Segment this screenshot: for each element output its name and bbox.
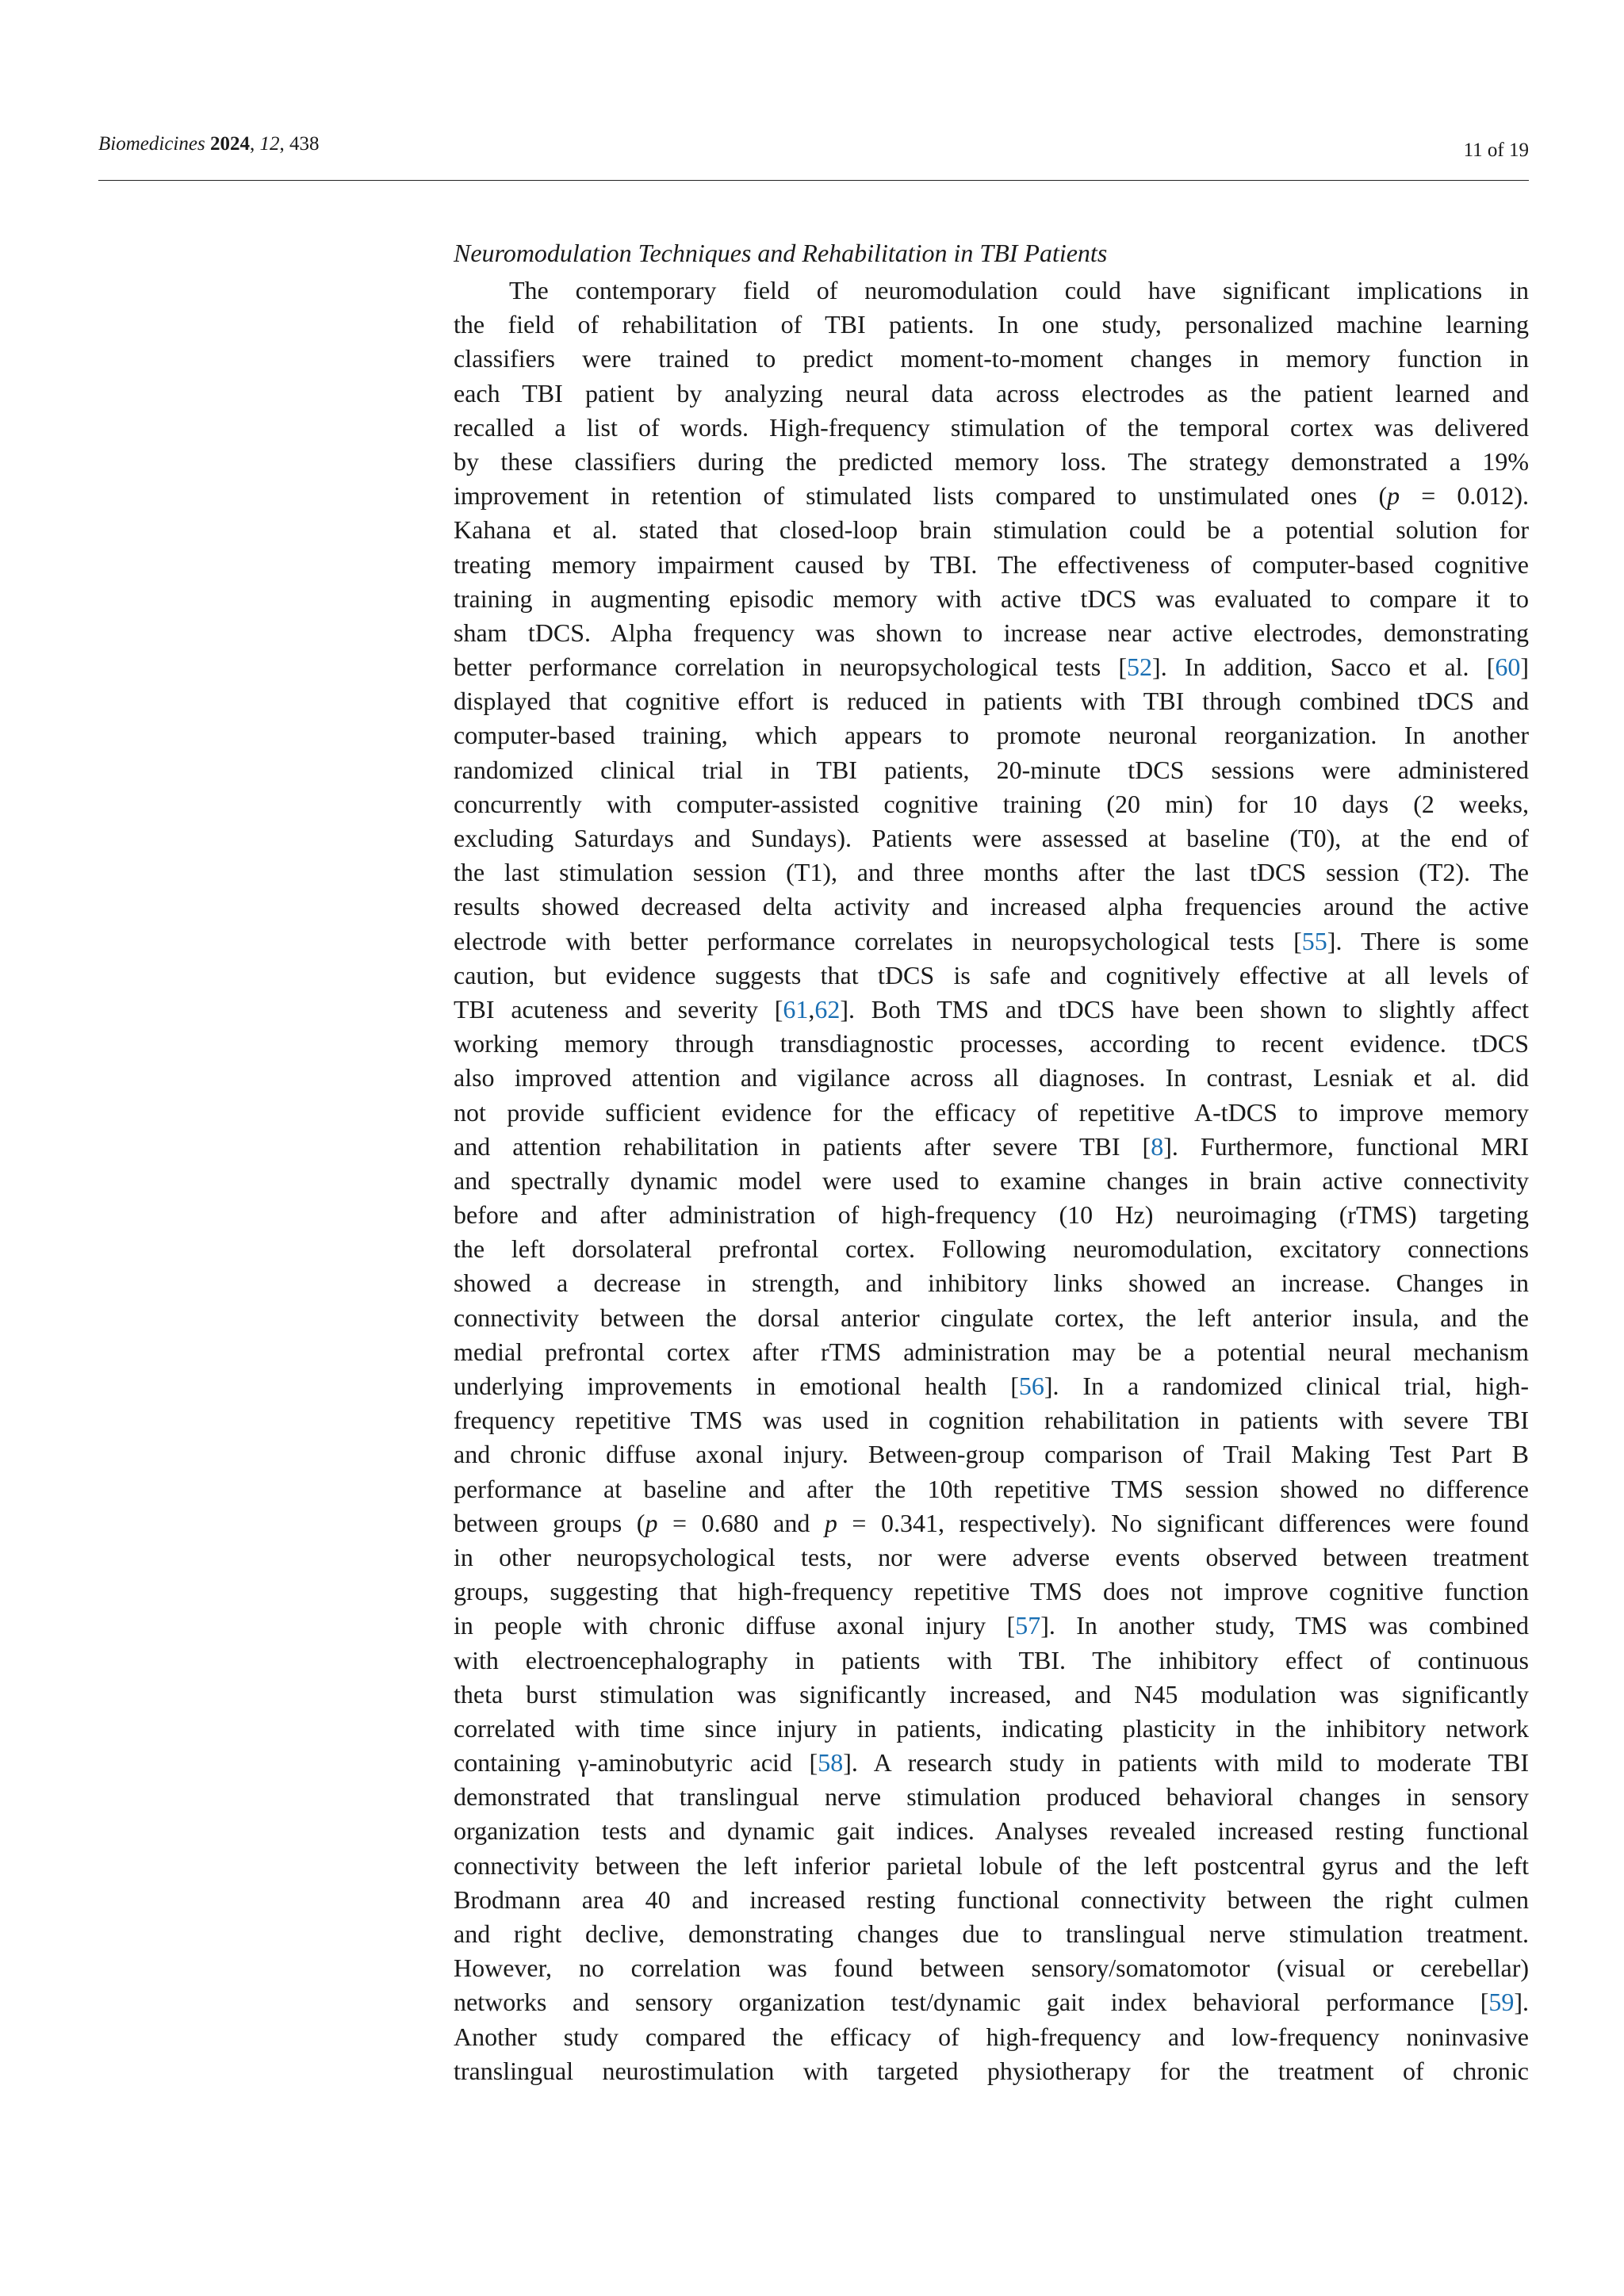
- text-line: [454, 1917, 1529, 1951]
- text-run: demonstrated that translingual nerve stimulation produced behavioral changes in sensory: [454, 1782, 1529, 1812]
- text-line: [454, 308, 1529, 342]
- text-line: [454, 1746, 1529, 1780]
- text-run: and spectrally dynamic model were used to examine changes in brain active connectivity: [454, 1165, 1529, 1195]
- body-paragraph: [454, 274, 1529, 2088]
- text-run: groups, suggesting that high-frequency repetitive TMS does not improve cognitive function: [454, 1577, 1529, 1606]
- text-run: performance at baseline and after the 10th repetitive TMS session showed no difference: [454, 1474, 1529, 1503]
- text-line: [454, 513, 1529, 547]
- text-line: [454, 684, 1529, 718]
- text-line: [454, 1575, 1529, 1609]
- text-line: [454, 1472, 1529, 1506]
- text-run: ]. Both TMS and tDCS have been shown to slightly affect: [840, 994, 1529, 1024]
- text-line: [454, 1985, 1529, 2019]
- text-run: ]: [1520, 652, 1530, 682]
- citation-link[interactable]: 59: [1488, 1988, 1515, 2017]
- text-line: [454, 1130, 1529, 1164]
- citation-link[interactable]: 58: [818, 1748, 844, 1777]
- text-line: [454, 1266, 1529, 1300]
- journal-year: 2024: [209, 133, 250, 155]
- text-run: ]. In a randomized clinical trial, high-: [1044, 1372, 1530, 1400]
- text-run: = 0.012).: [1400, 481, 1530, 511]
- text-run: each TBI patient by analyzing neural data across electrodes as the patient learned and: [454, 378, 1529, 408]
- text-run: ,: [808, 994, 815, 1024]
- text-line: [454, 1644, 1529, 1678]
- text-run: TBI acuteness and severity [: [454, 994, 783, 1024]
- text-run: showed a decrease in strength, and inhibitory links showed an increase. Changes in: [454, 1269, 1529, 1298]
- text-line: [454, 1712, 1529, 1746]
- text-line: [454, 1506, 1529, 1540]
- text-run: electrode with better performance correlates in neuropsychological tests [: [454, 926, 1302, 955]
- text-run: theta burst stimulation was significantly increased, and N45 modulation was significantly: [454, 1679, 1529, 1709]
- text-line: [454, 753, 1529, 787]
- text-line: [454, 445, 1529, 479]
- journal-citation: Biomedicines 2024, 12, 438: [98, 133, 320, 155]
- text-run: ]. A research study in patients with mild to moderate TBI: [843, 1748, 1530, 1777]
- text-line: [454, 2020, 1529, 2054]
- text-line: [454, 993, 1529, 1027]
- citation-link[interactable]: 52: [1127, 652, 1153, 682]
- text-run: in other neuropsychological tests, nor were adverse events observed between treatment: [454, 1542, 1529, 1571]
- text-line: [454, 1540, 1529, 1575]
- text-run: Another study compared the efficacy of high-frequency and low-frequency noninvasive: [454, 2022, 1529, 2051]
- text-run: ]. In addition, Sacco et al. [: [1152, 652, 1496, 682]
- text-line: [454, 924, 1529, 959]
- text-run: = 0.680 and: [657, 1508, 825, 1537]
- text-run: classifiers were trained to predict moment-to-moment changes in memory function in: [454, 344, 1529, 373]
- text-line: [454, 1027, 1529, 1061]
- text-line: [454, 1849, 1529, 1883]
- text-run: Brodmann area 40 and increased resting functional connectivity between the right culmen: [454, 1885, 1529, 1914]
- text-run: caution, but evidence suggests that tDCS is safe and cognitively effective at all levels of: [454, 960, 1529, 989]
- text-run: correlated with time since injury in patients, indicating plasticity in the inhibitory network: [454, 1713, 1529, 1743]
- text-line: [454, 582, 1529, 616]
- text-run: computer-based training, which appears to promote neuronal reorganization. In another: [454, 721, 1529, 750]
- text-line: [454, 274, 1529, 308]
- text-line: [454, 1814, 1529, 1848]
- italic-symbol: p: [645, 1508, 658, 1537]
- text-run: recalled a list of words. High-frequency stimulation of the temporal cortex was delivered: [454, 412, 1529, 442]
- text-run: randomized clinical trial in TBI patients, 20-minute tDCS sessions were administered: [454, 755, 1529, 784]
- text-line: [454, 890, 1529, 924]
- text-run: before and after administration of high-frequency (10 Hz) neuroimaging (rTMS) targeting: [454, 1200, 1529, 1230]
- text-run: and attention rehabilitation in patients after severe TBI [: [454, 1131, 1151, 1161]
- text-line: [454, 718, 1529, 752]
- text-run: displayed that cognitive effort is reduced in patients with TBI through combined tDCS and: [454, 687, 1529, 716]
- text-line: [454, 1198, 1529, 1232]
- journal-name: Biomedicines: [98, 133, 205, 155]
- text-run: translingual neurostimulation with targeted physiotherapy for the treatment of chronic: [454, 2056, 1529, 2085]
- text-run: ]. Furthermore, functional MRI: [1163, 1131, 1530, 1161]
- text-run: and chronic diffuse axonal injury. Between-group comparison of Trail Making Test Part B: [454, 1440, 1529, 1469]
- text-run: connectivity between the left inferior parietal lobule of the left postcentral gyrus and the left: [454, 1850, 1529, 1880]
- text-line: [454, 1609, 1529, 1643]
- text-run: the left dorsolateral prefrontal cortex. Following neuromodulation, excitatory connections: [454, 1234, 1529, 1264]
- text-run: Kahana et al. stated that closed-loop brain stimulation could be a potential solution for: [454, 515, 1529, 545]
- text-run: working memory through transdiagnostic processes, according to recent evidence. tDCS: [454, 1029, 1529, 1058]
- text-line: [454, 650, 1529, 684]
- text-run: ]. There is some: [1327, 926, 1530, 955]
- text-line: [454, 1437, 1529, 1471]
- text-run: the field of rehabilitation of TBI patients. In one study, personalized machine learning: [454, 310, 1529, 339]
- text-run: connectivity between the dorsal anterior cingulate cortex, the left anterior insula, and the: [454, 1303, 1529, 1332]
- text-line: [454, 1164, 1529, 1198]
- running-header: [98, 133, 1529, 165]
- citation-link[interactable]: 62: [814, 994, 841, 1024]
- text-run: in people with chronic diffuse axonal injury [: [454, 1611, 1016, 1640]
- text-run: organization tests and dynamic gait indices. Analyses revealed increased resting functional: [454, 1816, 1529, 1846]
- header-divider: [98, 180, 1529, 181]
- text-run: frequency repetitive TMS was used in cognition rehabilitation in patients with severe TBI: [454, 1406, 1529, 1435]
- text-run: results showed decreased delta activity and increased alpha frequencies around the active: [454, 892, 1529, 921]
- text-line: [454, 959, 1529, 993]
- text-line: [454, 548, 1529, 582]
- citation-link[interactable]: 55: [1301, 926, 1327, 955]
- text-run: However, no correlation was found between sensory/somatomotor (visual or cerebellar): [454, 1954, 1529, 1983]
- text-line: [454, 1061, 1529, 1095]
- text-run: medial prefrontal cortex after rTMS administration may be a potential neural mechanism: [454, 1337, 1529, 1366]
- text-line: [454, 1403, 1529, 1437]
- text-run: containing γ-aminobutyric acid [: [454, 1748, 818, 1777]
- text-line: [454, 1369, 1529, 1403]
- italic-symbol: p: [824, 1508, 837, 1537]
- page-number: 11 of 19: [1463, 140, 1529, 161]
- text-run: not provide sufficient evidence for the efficacy of repetitive A-tDCS to improve memory: [454, 1097, 1529, 1127]
- text-line: [454, 1301, 1529, 1335]
- citation-link[interactable]: 60: [1495, 652, 1521, 682]
- text-run: = 0.341, respectively). No significant differences were found: [837, 1508, 1530, 1537]
- text-line: [454, 1780, 1529, 1814]
- text-line: [454, 411, 1529, 445]
- text-line: [454, 616, 1529, 650]
- text-line: [454, 1883, 1529, 1917]
- citation-link[interactable]: 57: [1015, 1611, 1041, 1640]
- text-run: ].: [1514, 1988, 1529, 2017]
- text-run: training in augmenting episodic memory with active tDCS was evaluated to compare it to: [454, 584, 1529, 613]
- text-run: improvement in retention of stimulated lists compared to unstimulated ones (: [454, 481, 1388, 511]
- text-line: [454, 855, 1529, 890]
- text-run: underlying improvements in emotional health [: [454, 1372, 1019, 1400]
- text-run: with electroencephalography in patients with TBI. The inhibitory effect of continuous: [454, 1645, 1529, 1674]
- text-line: [454, 342, 1529, 376]
- text-line: [454, 1096, 1529, 1130]
- article-number: 438: [289, 133, 320, 155]
- text-line: [454, 821, 1529, 855]
- text-run: by these classifiers during the predicted memory loss. The strategy demonstrated a 19%: [454, 446, 1529, 476]
- text-line: [454, 377, 1529, 411]
- text-run: ]. In another study, TMS was combined: [1040, 1611, 1530, 1640]
- text-line: [454, 479, 1529, 513]
- section-title: Neuromodulation Techniques and Rehabilitation in TBI Patients: [454, 239, 1108, 267]
- text-line: [454, 1951, 1529, 1985]
- text-run: the last stimulation session (T1), and three months after the last tDCS session (T2). The: [454, 858, 1529, 887]
- text-run: treating memory impairment caused by TBI. The effectiveness of computer-based cognitive: [454, 549, 1529, 579]
- text-run: between groups (: [454, 1508, 645, 1537]
- text-run: networks and sensory organization test/dynamic gait index behavioral performance [: [454, 1988, 1489, 2017]
- text-run: also improved attention and vigilance across all diagnoses. In contrast, Lesniak et al. did: [454, 1063, 1529, 1093]
- text-run: excluding Saturdays and Sundays). Patients were assessed at baseline (T0), at the end of: [454, 824, 1529, 852]
- text-run: better performance correlation in neuropsychological tests [: [454, 652, 1128, 682]
- text-run: concurrently with computer-assisted cognitive training (20 min) for 10 days (2 weeks,: [454, 789, 1529, 818]
- italic-symbol: p: [1387, 481, 1400, 511]
- citation-link[interactable]: 8: [1151, 1131, 1164, 1161]
- text-line: [454, 1335, 1529, 1369]
- text-line: [454, 1232, 1529, 1266]
- text-run: The contemporary field of neuromodulation could have significant implications in: [509, 276, 1529, 304]
- text-line: [454, 1678, 1529, 1712]
- text-line: [454, 2054, 1529, 2088]
- text-line: [454, 787, 1529, 821]
- text-run: and right declive, demonstrating changes due to translingual nerve stimulation treatment.: [454, 1919, 1529, 1948]
- journal-volume: 12: [259, 133, 280, 155]
- citation-link[interactable]: 61: [783, 994, 809, 1024]
- text-run: sham tDCS. Alpha frequency was shown to increase near active electrodes, demonstrating: [454, 618, 1529, 647]
- citation-link[interactable]: 56: [1018, 1372, 1044, 1400]
